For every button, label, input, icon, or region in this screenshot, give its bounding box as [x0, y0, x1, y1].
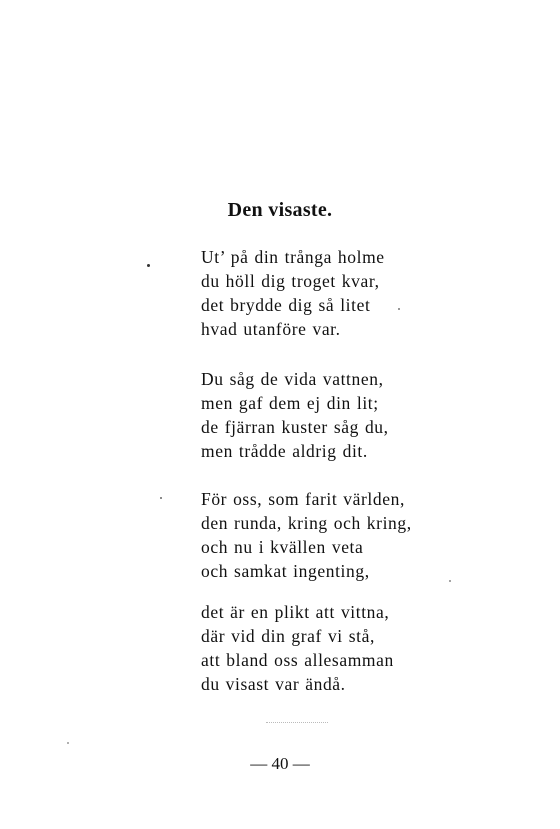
poem-line: det är en plikt att vittna, — [201, 602, 390, 622]
print-speck — [147, 264, 150, 267]
poem-line: och samkat ingenting, — [201, 561, 370, 581]
poem-line: Ut’ på din trånga holme — [201, 247, 385, 267]
print-speck — [449, 580, 451, 582]
stanza-4 — [201, 600, 394, 696]
poem-line: där vid din graf vi stå, — [201, 626, 375, 646]
print-speck — [398, 308, 400, 310]
poem-line: de fjärran kuster såg du, — [201, 417, 389, 437]
print-speck — [160, 497, 162, 499]
poem-line: att bland oss allesamman — [201, 650, 394, 670]
poem-line: det brydde dig så litet — [201, 295, 371, 315]
poem-line: men trådde aldrig dit. — [201, 441, 368, 461]
poem-line: men gaf dem ej din lit; — [201, 393, 379, 413]
print-speck — [67, 742, 69, 744]
stanza-1 — [201, 245, 385, 341]
poem-title: Den visaste. — [227, 199, 333, 221]
poem-line: och nu i kvällen veta — [201, 537, 364, 557]
poem-line: den runda, kring och kring, — [201, 513, 412, 533]
poem-line: För oss, som farit världen, — [201, 489, 405, 509]
poem-line: hvad utanföre var. — [201, 319, 341, 339]
poem-line: Du såg de vida vattnen, — [201, 369, 384, 389]
poem-line: du höll dig troget kvar, — [201, 271, 380, 291]
page-number: — 40 — — [250, 754, 310, 773]
print-artifact-rule — [266, 722, 328, 723]
stanza-3 — [201, 487, 412, 583]
poem-line: du visast var ändå. — [201, 674, 346, 694]
stanza-2 — [201, 367, 389, 463]
